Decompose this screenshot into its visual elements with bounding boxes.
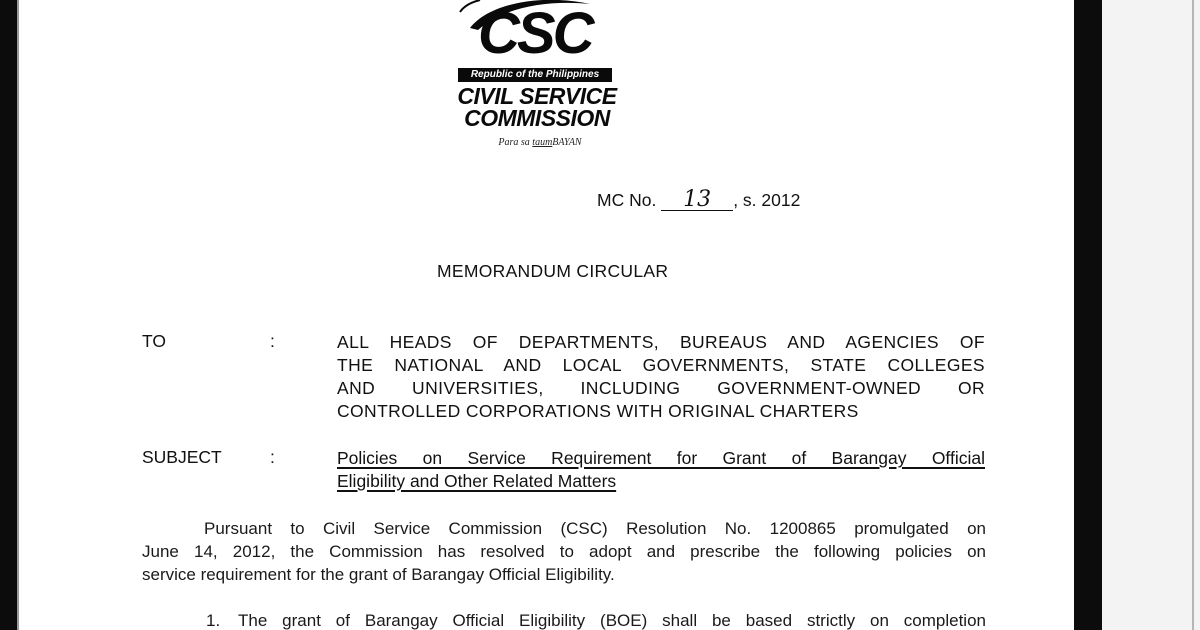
logo-tagline-suffix: BAYAN — [552, 137, 582, 148]
to-label: TO — [142, 331, 166, 351]
scan-left-edge-line — [17, 0, 19, 630]
logo-name-line1: CIVIL SERVICE — [457, 83, 617, 109]
document-heading: MEMORANDUM CIRCULAR — [437, 261, 669, 281]
logo-tagline-underlined: taum — [532, 137, 553, 148]
list-item-number: 1. — [206, 611, 221, 630]
to-recipient-line: THE NATIONAL AND LOCAL GOVERNMENTS, STATE COLLEGES — [337, 355, 985, 375]
memo-number-value: 13 — [661, 190, 733, 211]
body-paragraph-line: service requirement for the grant of Barangay Official Eligibility. — [142, 565, 615, 584]
list-item-text: The grant of Barangay Official Eligibility (BOE) shall be based strictly on completion — [238, 611, 986, 630]
to-colon: : — [270, 331, 275, 351]
subject-line: Eligibility and Other Related Matters — [337, 471, 617, 491]
memo-number-suffix: , s. 2012 — [733, 190, 801, 210]
logo-acronym: CSC — [478, 1, 592, 66]
subject-label: SUBJECT — [142, 447, 222, 467]
logo-tagline — [475, 137, 605, 148]
scan-left-border — [0, 0, 17, 630]
subject-colon: : — [270, 447, 275, 467]
logo-tagline-prefix: Para sa — [498, 137, 533, 148]
body-paragraph-line: Pursuant to Civil Service Commission (CSC) Resolution No. 1200865 promulgated on — [204, 519, 986, 538]
scan-right-border — [1074, 0, 1102, 630]
logo-name-line2: COMMISSION — [464, 105, 610, 131]
to-recipient-line: ALL HEADS OF DEPARTMENTS, BUREAUS AND AGENCIES OF — [337, 332, 985, 352]
memo-number-line — [597, 187, 801, 212]
body-paragraph-line: June 14, 2012, the Commission has resolved to adopt and prescribe the following policies on — [142, 542, 986, 561]
csc-logo — [450, 0, 630, 160]
scan-right-edge-line — [1192, 0, 1194, 630]
scan-right-margin — [1102, 0, 1200, 630]
memo-number-prefix: MC No. — [597, 190, 657, 210]
to-recipient-line: CONTROLLED CORPORATIONS WITH ORIGINAL CHARTERS — [337, 401, 859, 421]
subject-line: Policies on Service Requirement for Grant of Barangay Official — [337, 448, 985, 468]
to-recipient-line: AND UNIVERSITIES, INCLUDING GOVERNMENT-OWNED OR — [337, 378, 985, 398]
logo-band: Republic of the Philippines — [458, 68, 612, 82]
